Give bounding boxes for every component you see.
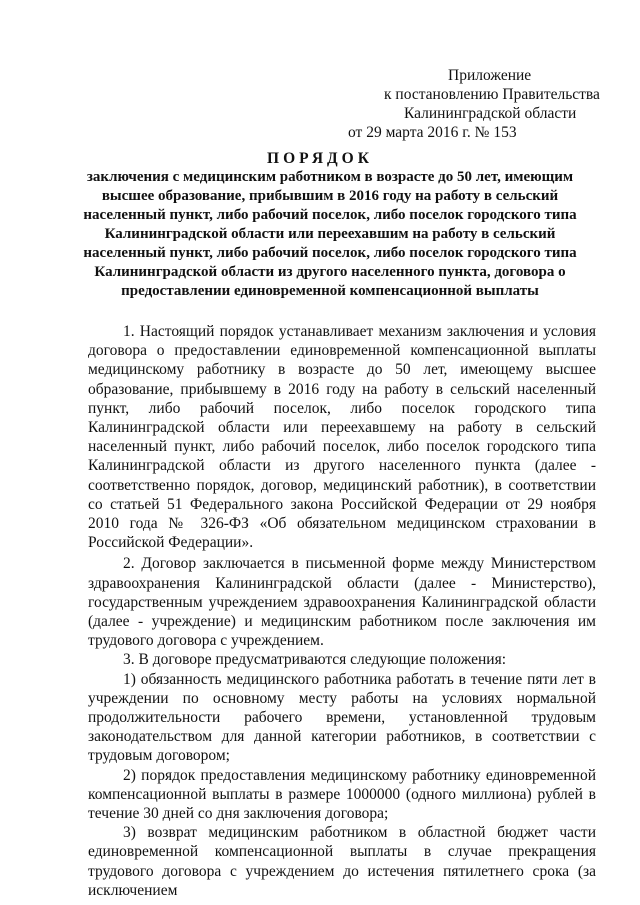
- paragraph-1: 1. Настоящий порядок устанавливает механизм заключения и условия договора о предоставлении единовременной компенсационной выплаты медицинскому работнику в возрасте до 50 лет, имеющему высшее образование, прибывшему в 2016 году на работу в сельский населенный пункт, либо рабочий поселок, либо поселок городского типа Калининградской области или переехавшему на работу в сельский населенный пункт, либо рабочий поселок, либо поселок городского типа Калининградской области из другого населенного пункта (далее - соответственно порядок, договор, медицинский работник), в соответствии со статьей 51 Федерального закона Российской Федерации от 29 ноября 2010 года № 326-ФЗ «Об обязательном медицинском страховании в Российской Федерации».: [88, 323, 596, 552]
- document-subtitle: заключения с медицинским работником в возрасте до 50 лет, имеющим высшее образование, прибывшим в 2016 году на работу в сельский населенный пункт, либо рабочий поселок, либо поселок городского типа Калининградской области или переехавшим на работу в сельский населенный пункт, либо рабочий поселок, либо поселок городского типа Калининградской области из другого населенного пункта, договора о предоставлении единовременной компенсационной выплаты: [83, 169, 577, 299]
- appendix-label: Приложение: [448, 67, 532, 84]
- paragraph-3-item-3: 3) возврат медицинским работником в областной бюджет части единовременной компенсационной выплаты в случае прекращения трудового договора с учреждением до истечения пятилетнего срока (за исключением: [88, 824, 596, 899]
- paragraph-3-item-2: 2) порядок предоставления медицинскому работнику единовременной компенсационной выплаты в размере 1000000 (одного миллиона) рублей в течение 30 дней со дня заключения договора;: [88, 766, 596, 823]
- appendix-header: [340, 66, 600, 142]
- paragraph-3: 3. В договоре предусматриваются следующие положения:: [123, 651, 507, 669]
- appendix-resolution: к постановлению Правительства: [384, 86, 600, 103]
- appendix-date-number: от 29 марта 2016 г. № 153: [348, 124, 517, 141]
- document-title: ПОРЯДОК: [267, 150, 373, 167]
- paragraph-2: 2. Договор заключается в письменной форме между Министерством здравоохранения Калининградской области (далее - Министерство), государственным учреждением здравоохранения Калининградской области (далее - учреждение) и медицинским работником после заключения им трудового договора с учреждением.: [88, 555, 596, 650]
- document-body: [88, 322, 596, 900]
- appendix-region: Калининградской области: [404, 105, 577, 122]
- paragraph-3-item-1: 1) обязанность медицинского работника работать в течение пяти лет в учреждении по основному месту работы на условиях нормальной продолжительности рабочего времени, установленной трудовым законодательством для данной категории работников, в соответствии с трудовым договором;: [88, 670, 596, 765]
